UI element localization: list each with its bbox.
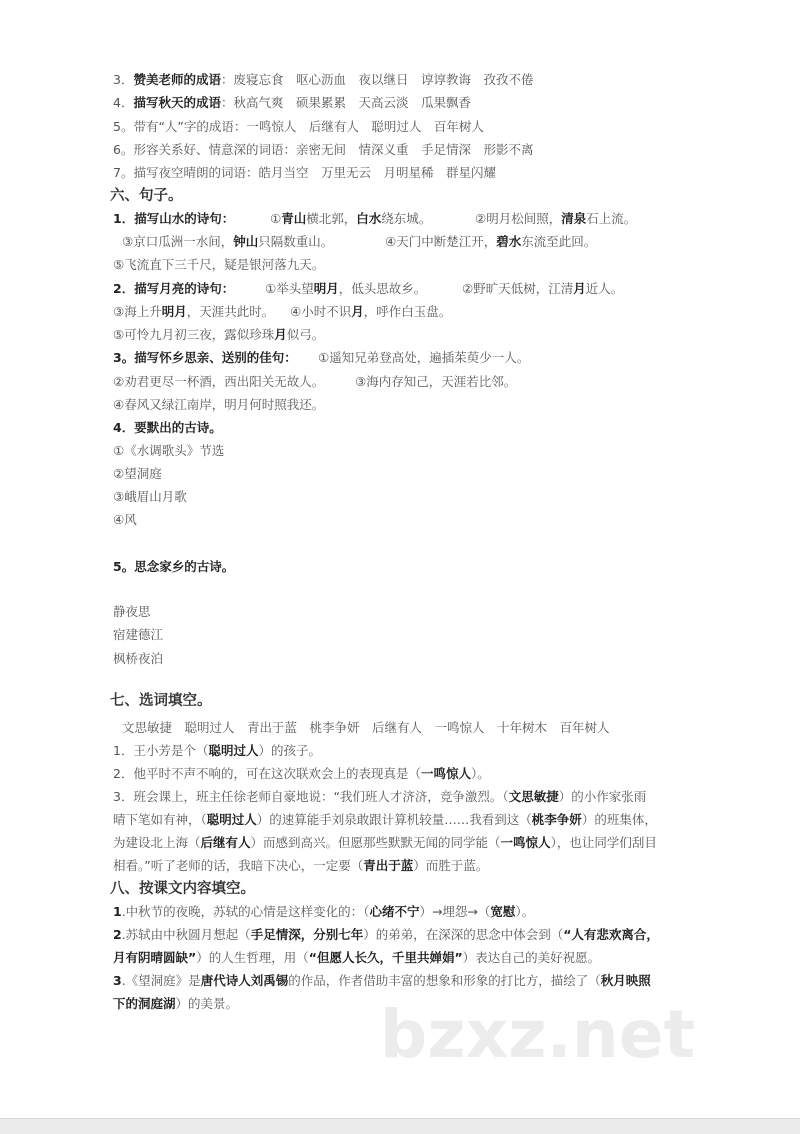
text: 7。描写夜空晴朗的词语：皓月当空 万里无云 月明星稀 群星闪耀 bbox=[113, 165, 496, 180]
text: 近人。 bbox=[585, 281, 624, 296]
text: 的作品，作者借助丰富的想象和形象的打比方，描绘了（ bbox=[288, 973, 601, 988]
text: ①遥知兄弟登高处，遍插茱萸少一人。 bbox=[318, 350, 530, 365]
text: ）的班集体， bbox=[581, 812, 657, 827]
text: 八、按课文内容填空。 bbox=[110, 881, 255, 897]
text-column bbox=[113, 764, 490, 784]
text: ）的弟弟，在深深的思念中体会到（ bbox=[363, 927, 564, 942]
text: ）表达自己的美好祝愿。 bbox=[462, 950, 601, 965]
text: ②望洞庭 bbox=[113, 466, 162, 481]
text-column bbox=[355, 372, 516, 392]
text: ）的速算能手刘泉敢跟计算机较量……我看到这（ bbox=[256, 812, 532, 827]
text-column bbox=[110, 186, 183, 206]
text: ：废寝忘食 呕心沥血 夜以继日 谆谆教诲 孜孜不倦 bbox=[220, 72, 534, 87]
text-column bbox=[113, 302, 274, 322]
bold-text: 下的洞庭湖 bbox=[113, 996, 176, 1011]
text: ）而胜于蓝。 bbox=[413, 858, 489, 873]
bold-text: 秋月映照 bbox=[600, 973, 651, 988]
bold-text: 3。描写怀乡思亲、送别的佳句： bbox=[113, 350, 297, 365]
bold-text: 1．描写山水的诗句： bbox=[113, 211, 235, 226]
text-column bbox=[113, 163, 496, 183]
bold-text: 一鸣惊人 bbox=[420, 766, 471, 781]
bold-text: 2 bbox=[113, 927, 122, 942]
bold-text: 月 bbox=[573, 281, 586, 296]
text: 七、选词填空。 bbox=[110, 693, 212, 709]
text: ）。 bbox=[515, 904, 535, 919]
text-column bbox=[113, 557, 234, 577]
text: 静夜思 bbox=[113, 604, 151, 619]
text: ：秋高气爽 硕果累累 天高云淡 瓜果飘香 bbox=[220, 95, 471, 110]
text-column bbox=[113, 833, 657, 853]
text: 宿建德江 bbox=[113, 627, 164, 642]
text-column bbox=[113, 625, 163, 645]
bold-text: 5。思念家乡的古诗。 bbox=[113, 559, 235, 574]
text: 6。形容关系好、情意深的词语：亲密无间 情深义重 手足情深 形影不离 bbox=[113, 142, 534, 157]
text: 石上流。 bbox=[586, 211, 637, 226]
text: 东流至此回。 bbox=[521, 234, 597, 249]
text-column bbox=[113, 787, 646, 807]
text-column bbox=[122, 232, 333, 252]
text-column bbox=[113, 348, 297, 368]
bold-text: 一鸣惊人 bbox=[500, 835, 551, 850]
text: 4． bbox=[113, 95, 134, 110]
text-column bbox=[113, 602, 151, 622]
text: ）。 bbox=[470, 766, 490, 781]
bold-text: 聪明过人 bbox=[206, 812, 257, 827]
text: 绕东城。 bbox=[381, 211, 432, 226]
bold-text: 手足情深，分别七年 bbox=[250, 927, 364, 942]
bold-text: 月 bbox=[351, 304, 364, 319]
text-column bbox=[113, 117, 484, 137]
text: .中秋节的夜晚，苏轼的心情是这样变化的：（ bbox=[121, 904, 370, 919]
watermark: bzxz.net bbox=[380, 996, 696, 1073]
text: ）的人生哲理，用（ bbox=[196, 950, 309, 965]
text: 六、句子。 bbox=[110, 188, 183, 204]
bold-text: 桃李争妍 bbox=[531, 812, 582, 827]
text: ②劝君更尽一杯酒，西出阳关无故人。 bbox=[113, 374, 325, 389]
bold-text: 4．要默出的古诗。 bbox=[113, 420, 222, 435]
text: ④春风又绿江南岸，明月何时照我还。 bbox=[113, 397, 325, 412]
text-column bbox=[113, 649, 163, 669]
bold-text: 明月 bbox=[313, 281, 339, 296]
text: ④小时不识 bbox=[290, 304, 352, 319]
text: ⑤可怜九月初三夜，露似珍珠 bbox=[113, 327, 275, 342]
text: ②明月松间照， bbox=[475, 211, 562, 226]
bold-text: “但愿人长久，千里共婵娟” bbox=[308, 950, 463, 965]
text: ，低头思故乡。 bbox=[338, 281, 427, 296]
text: 3．班会课上，班主任徐老师自豪地说：“我们班人才济济，竞争激烈。（ bbox=[113, 789, 509, 804]
bold-text: 青出于蓝 bbox=[363, 858, 414, 873]
text-column bbox=[318, 348, 529, 368]
bold-text: 唐代诗人刘禹锡 bbox=[200, 973, 289, 988]
text-column bbox=[113, 209, 234, 229]
text: ③海内存知己，天涯若比邻。 bbox=[355, 374, 517, 389]
text: ①《水调歌头》节选 bbox=[113, 443, 225, 458]
text-column bbox=[265, 279, 426, 299]
text-column bbox=[113, 418, 222, 438]
bold-text: 钟山 bbox=[233, 234, 259, 249]
bold-text: 白水 bbox=[356, 211, 382, 226]
text: 横北郭， bbox=[306, 211, 357, 226]
bold-text: 赞美老师的成语 bbox=[133, 72, 221, 87]
text-column bbox=[290, 302, 451, 322]
bold-text: “人有悲欢离合， bbox=[563, 927, 659, 942]
bold-text: 碧水 bbox=[496, 234, 522, 249]
text: 文思敏捷 聪明过人 青出于蓝 桃李争妍 后继有人 一鸣惊人 十年树木 百年树人 bbox=[122, 720, 610, 735]
text-column bbox=[113, 948, 600, 968]
text-column bbox=[113, 464, 162, 484]
text: 3． bbox=[113, 72, 134, 87]
text: ③海上升 bbox=[113, 304, 162, 319]
text-column bbox=[113, 372, 324, 392]
text: 枫桥夜泊 bbox=[113, 651, 164, 666]
text: ②野旷天低树，江清 bbox=[462, 281, 574, 296]
text-column bbox=[113, 487, 187, 507]
text-column bbox=[113, 856, 488, 876]
bold-text: 清泉 bbox=[561, 211, 587, 226]
text-column bbox=[270, 209, 431, 229]
bold-text: 文思敏捷 bbox=[508, 789, 559, 804]
text: ⑤飞流直下三千尺，疑是银河落九天。 bbox=[113, 257, 325, 272]
text-column bbox=[113, 325, 324, 345]
text: ④天门中断楚江开， bbox=[385, 234, 497, 249]
bold-text: 明月 bbox=[161, 304, 187, 319]
bold-text: 2．描写月亮的诗句： bbox=[113, 281, 235, 296]
text: 1．王小芳是个（ bbox=[113, 743, 209, 758]
horizontal-scrollbar[interactable] bbox=[0, 1118, 800, 1134]
text-column bbox=[113, 994, 238, 1014]
text: ），也让同学们刮目 bbox=[550, 835, 657, 850]
text-column bbox=[113, 279, 234, 299]
text-column bbox=[113, 741, 321, 761]
text-column bbox=[113, 255, 324, 275]
text-column bbox=[122, 718, 610, 738]
text: 2．他平时不声不响的，可在这次联欢会上的表现真是（ bbox=[113, 766, 421, 781]
text: ）的美景。 bbox=[175, 996, 239, 1011]
text: 晴下笔如有神，（ bbox=[113, 812, 207, 827]
text-column bbox=[113, 441, 224, 461]
bold-text: 心绪不宁 bbox=[369, 904, 420, 919]
text: ①举头望 bbox=[265, 281, 314, 296]
text: .《望洞庭》是 bbox=[121, 973, 201, 988]
bold-text: 3 bbox=[113, 973, 122, 988]
text: 只隔数重山。 bbox=[258, 234, 334, 249]
text-column bbox=[113, 395, 324, 415]
text: ，天涯共此时。 bbox=[186, 304, 275, 319]
bold-text: 后继有人 bbox=[200, 835, 251, 850]
bold-text: 月 bbox=[274, 327, 287, 342]
text: ③峨眉山月歌 bbox=[113, 489, 187, 504]
text-column bbox=[110, 879, 255, 899]
text-column bbox=[113, 810, 657, 830]
bold-text: 宽慰 bbox=[490, 904, 516, 919]
text: 似弓。 bbox=[286, 327, 325, 342]
text: ）而感到高兴。但愿那些默默无闻的同学能（ bbox=[250, 835, 501, 850]
text: .苏轼由中秋圆月想起（ bbox=[121, 927, 251, 942]
text-column bbox=[113, 93, 471, 113]
text: ，呼作白玉盘。 bbox=[363, 304, 452, 319]
text: 相看。”听了老师的话，我暗下决心，一定要（ bbox=[113, 858, 364, 873]
text: ）的小作家张雨 bbox=[558, 789, 647, 804]
bold-text: 描写秋天的成语 bbox=[133, 95, 221, 110]
text: 5。带有“人”字的成语：一鸣惊人 后继有人 聪明过人 百年树人 bbox=[113, 119, 484, 134]
text-column bbox=[113, 70, 533, 90]
text: ）→埋怨→（ bbox=[419, 904, 491, 919]
text-column bbox=[113, 971, 651, 991]
text-column bbox=[113, 925, 659, 945]
text-column bbox=[475, 209, 636, 229]
bold-text: 聪明过人 bbox=[208, 743, 259, 758]
text: ③京口瓜洲一水间， bbox=[122, 234, 234, 249]
text-column bbox=[113, 902, 534, 922]
text-column bbox=[385, 232, 596, 252]
bold-text: 青山 bbox=[281, 211, 307, 226]
text: ）的孩子。 bbox=[258, 743, 321, 758]
text: ④风 bbox=[113, 512, 137, 527]
bold-text: 月有阴晴圆缺” bbox=[113, 950, 197, 965]
text: 为建设北上海（ bbox=[113, 835, 201, 850]
text-column bbox=[462, 279, 623, 299]
text-column bbox=[113, 140, 533, 160]
bold-text: 1 bbox=[113, 904, 122, 919]
text-column bbox=[110, 691, 212, 711]
text: ① bbox=[270, 211, 282, 226]
text-column bbox=[113, 510, 137, 530]
